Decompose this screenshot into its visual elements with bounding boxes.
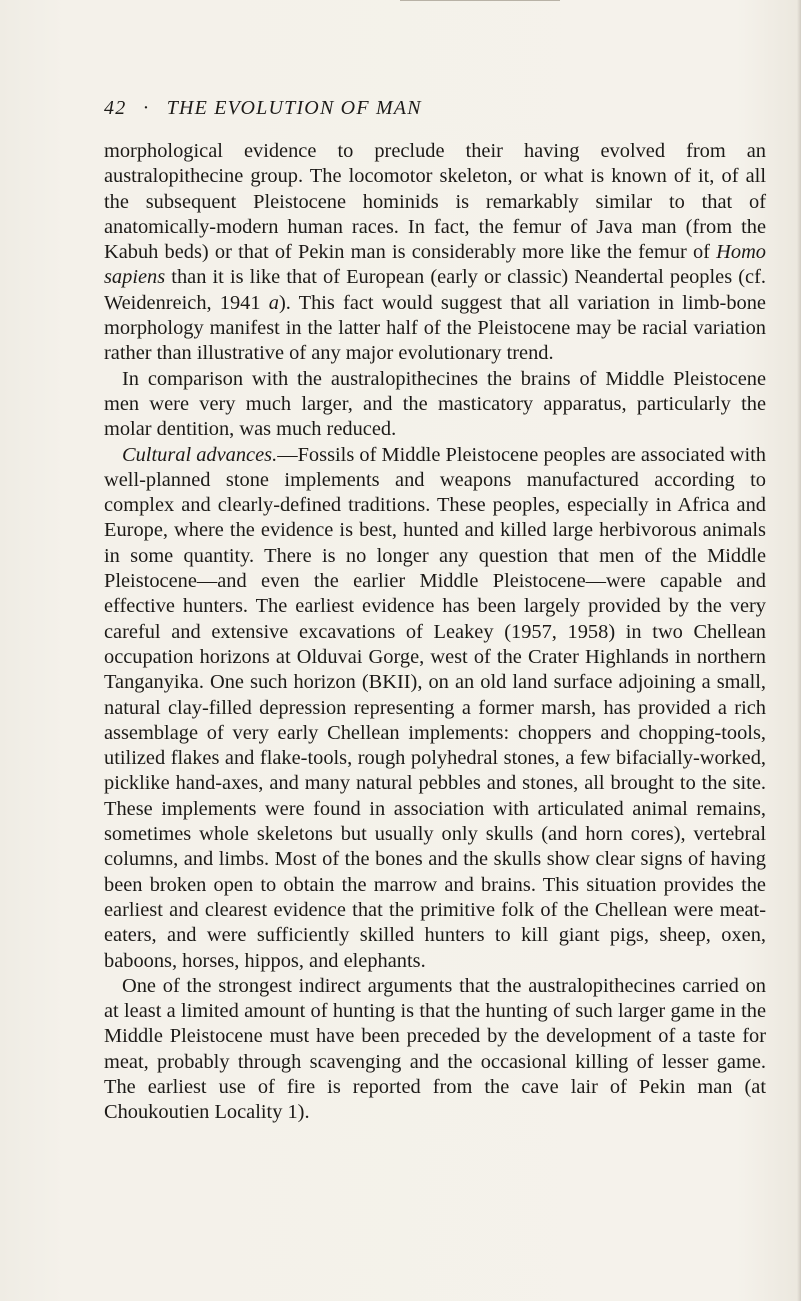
running-header [104,97,422,120]
paragraph-brain-size: In comparison with the australopithecines the brains of Middle Pleistocene men were very much larger, and the masticatory apparatus, particularly the molar dentition, was much reduced. [104,367,766,441]
species-name: Homo sapiens [104,241,766,289]
paragraph-cultural-advances [104,443,766,974]
section-heading: Cultural advances. [122,443,278,466]
page-gutter-shadow [797,0,801,1301]
paragraph-text: morphological evidence to preclude their having evolved from an australopithecine group. The locomotor skeleton, or what is known of it, of all the subsequent Pleistocene hominids is remarkably similar to that of anatomically-modern human races. In fact, the femur of Java man (from the Kabuh beds) or that of Pekin man is considerably more like the femur of [104,140,766,264]
paragraph-text: ). This fact would suggest that all variation in limb-bone morphology manifest in the latter half of the Pleistocene may be racial variation rather than illustrative of any major evolutionary trend. [104,291,766,365]
paragraph-locomotor-skeleton [104,139,766,367]
top-edge-rule [400,0,560,1]
citation-suffix: a [268,291,279,314]
book-title: THE EVOLUTION OF MAN [166,97,422,119]
body-text [104,139,766,1126]
header-separator: · [142,97,151,119]
paragraph-text: than it is like that of European (early or classic) Neandertal peoples (cf. Weidenreich, 1941 [104,266,766,314]
paragraph-hunting-argument: One of the strongest indirect arguments that the australopithecines carried on at least a limited amount of hunting is that the hunting of such larger game in the Middle Pleistocene must have been preceded by the development of a taste for meat, probably through scavenging and the occasional killing of lesser game. The earliest use of fire is reported from the cave lair of Pekin man (at Choukoutien Locality 1). [104,974,766,1124]
page-number: 42 [104,97,127,119]
paragraph-text: —Fossils of Middle Pleistocene peoples are associated with well-planned stone implements and weapons manufactured according to complex and clearly-defined traditions. These peoples, especially in Africa and Europe, where the evidence is best, hunted and killed large herbivorous animals in some quantity. There is no longer any question that men of the Middle Pleistocene—and even the earlier Middle Pleistocene—were capable and effective hunters. The earliest evidence has been largely provided by the very careful and extensive excavations of Leakey (1957, 1958) in two Chellean occupation horizons at Olduvai Gorge, west of the Crater Highlands in northern Tanganyika. One such horizon (BKII), on an old land surface adjoining a small, natural clay-filled depression representing a former marsh, has provided a rich assemblage of very early Chellean implements: choppers and chopping-tools, utilized flakes and flake-tools, rough polyhedral stones, a few bifacially-worked, picklike hand-axes, and many natural pebbles and stones, all brought to the site. These implements were found in association with articulated animal remains, sometimes whole skeletons but usually only skulls (and horn cores), vertebral columns, and limbs. Most of the bones and the skulls show clear signs of having been broken open to obtain the marrow and brains. This situation provides the earliest and clearest evidence that the primitive folk of the Chellean were meat-eaters, and were sufficiently skilled hunters to kill giant pigs, sheep, oxen, baboons, horses, hippos, and elephants. [104,443,767,972]
